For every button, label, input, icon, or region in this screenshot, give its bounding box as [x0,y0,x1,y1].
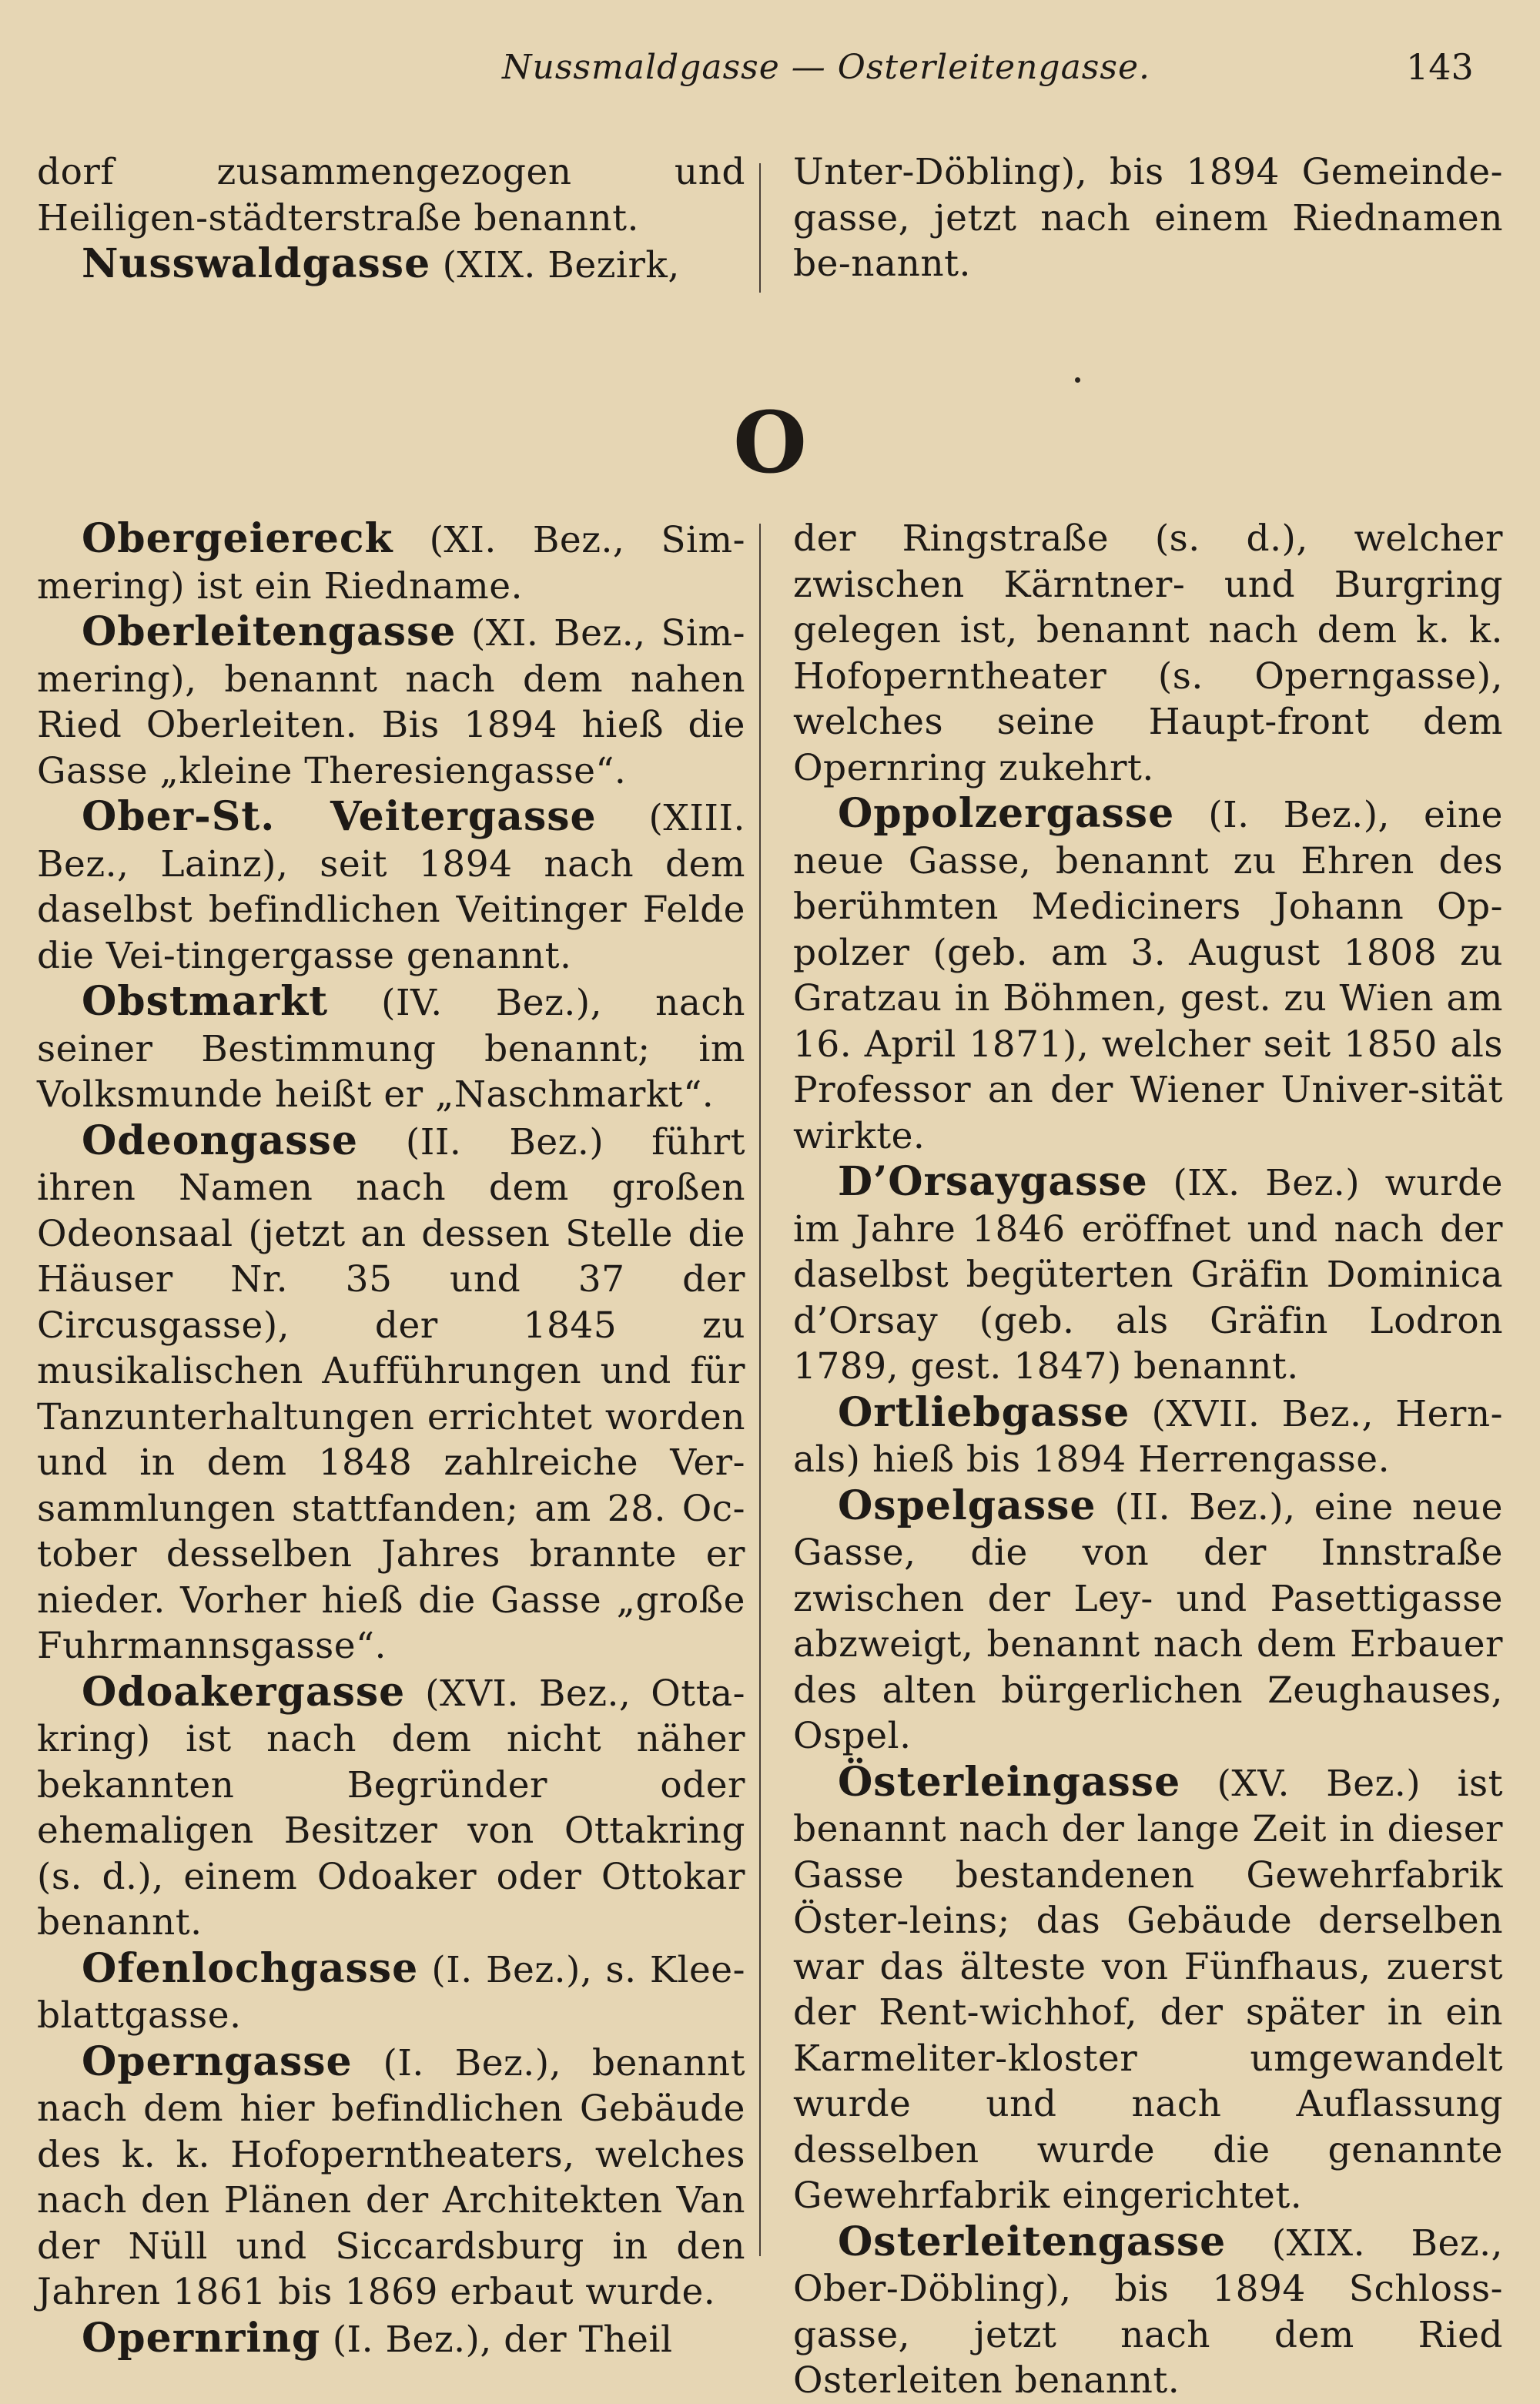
entry-headword: Nusswaldgasse [82,240,431,287]
entry-text: (IX. Bez.) wurde im Jahre 1846 eröffnet und nach der daselbst begüterten Gräfin Dominica d’Orsay (geb. als Gräfin Lodron 1789, gest. 1847) benannt. [793,1162,1503,1388]
entry-headword: Oppolzergasse [838,790,1175,837]
entry-text: (IV. Bez.), nach seiner Bestimmung benannt; im Volksmunde heißt er „Naschmarkt“. [37,982,745,1116]
entry [37,1118,745,1669]
entry [37,609,745,794]
page-number: 143 [1406,46,1474,88]
entry [793,2219,1503,2404]
entry-text: (XVI. Bez., Otta-kring) ist nach dem nicht näher bekannten Begründer oder ehemaligen Besitzer von Ottakring (s. d.), einem Odoaker oder Ottokar benannt. [37,1672,745,1944]
entry-text: (I. Bez.), der Theil [320,2318,673,2361]
entry [37,794,745,979]
entry [793,1159,1503,1390]
entry [37,1946,745,2039]
entry-text: (II. Bez.) führt ihren Namen nach dem großen Odeonsaal (jetzt an dessen Stelle die Häuser Nr. 35 und 37 der Circusgasse), der 1845 zu musikalischen Aufführungen und für Tanzunterhaltungen errichtet worden und in dem 1848 zahlreiche Ver-sammlungen stattfanden; am 28. Oc-tober desselben Jahres brannte er nieder. Vorher hieß die Gasse „große Fuhrmannsgasse“. [37,1120,745,1667]
entry-text: (II. Bez.), eine neue Gasse, die von der Innstraße zwischen der Ley- und Pasettigasse abzweigt, benannt nach dem Erbauer des alten bürgerlichen Zeughauses, Ospel. [793,1485,1503,1757]
entry [793,1390,1503,1483]
right-column [793,516,1503,2404]
continuation-text: Unter-Döbling), bis 1894 Gemeinde-gasse, jetzt nach einem Riednamen be-nannt. [793,151,1503,285]
left-column [37,516,745,2362]
entry [37,979,745,1118]
entry-headword: Osterleitengasse [838,2218,1227,2265]
running-head [0,48,1540,109]
section-letter: O [733,393,807,492]
entry [37,2039,745,2315]
entry-headword: Ofenlochgasse [82,1944,419,1992]
entry-text: (XV. Bez.) ist benannt nach der lange Zeit in dieser Gasse bestandenen Gewehrfabrik Öster-leins; das Gebäude derselben war das älteste von Fünfhaus, zuerst der Rent-wichhof, der später in ein Karmeliter-kloster umgewandelt wurde und nach Auflassung desselben wurde die genannte Gewehrfabrik eingerichtet. [793,1762,1503,2217]
entry-headword: D’Orsaygasse [838,1158,1148,1205]
entry [37,1669,745,1946]
column-divider [759,524,761,2256]
entry [37,516,745,609]
entry-text: (I. Bez.), eine neue Gasse, benannt zu Ehren des berühmten Mediciners Johann Op-polzer (geb. am 3. August 1808 zu Gratzau in Böhmen, gest. zu Wien am 16. April 1871), welcher seit 1850 als Professor an der Wiener Univer-sität wirkte. [793,794,1503,1157]
entry-text: (XI. Bez., Sim-mering) ist ein Riedname. [37,519,745,608]
entry-headword: Ober-St. Veitergasse [82,793,597,840]
entry-headword: Ospelgasse [838,1482,1096,1529]
entry-headword: Ortliebgasse [838,1388,1130,1436]
entry [793,1483,1503,1759]
entry-headword: Obstmarkt [82,978,329,1025]
entry-text: (XI. Bez., Sim-mering), benannt nach dem nahen Ried Oberleiten. Bis 1894 hieß die Gasse „kleine Theresiengasse“. [37,612,745,792]
entry-text: (XIX. Bezirk, [430,244,680,286]
top-left-column [37,149,745,289]
column-divider [759,163,761,293]
entry-headword: Österleingasse [838,1758,1181,1806]
continuation-text: der Ringstraße (s. d.), welcher zwischen Kärntner- und Burgring gelegen ist, benannt nach dem k. k. Hofoperntheater (s. Operngasse), welches seine Haupt-front dem Opernring zukehrt. [793,517,1503,789]
entry-headword: Operngasse [82,2037,353,2085]
entry-text: (I. Bez.), s. Klee-blattgasse. [37,1948,745,2037]
entry-headword: Odoakergasse [82,1668,406,1716]
entry [37,2315,745,2363]
entry-text: (XVII. Bez., Hern-als) hieß bis 1894 Herrengasse. [793,1392,1503,1481]
entry [793,1759,1503,2219]
entry-text: (XIX. Bez., Ober-Döbling), bis 1894 Schloss-gasse, jetzt nach dem Ried Osterleiten benannt. [793,2222,1503,2402]
top-right-column [793,149,1503,287]
entry [37,241,745,289]
entry-headword: Odeongasse [82,1117,358,1164]
entry-text: (XIII. Bez., Lainz), seit 1894 nach dem daselbst befindlichen Veitinger Felde die Vei-tingergasse genannt. [37,797,745,977]
entry-headword: Oberleitengasse [82,608,457,655]
entry-headword: Obergeiereck [82,515,393,562]
entry-headword: Opernring [82,2314,321,2362]
running-title: Nussmaldgasse — Osterleitengasse. [502,48,1150,87]
entry [793,791,1503,1159]
entry-text: (I. Bez.), benannt nach dem hier befindlichen Gebäude des k. k. Hofoperntheaters, welches nach den Plänen der Architekten Van der Nüll und Siccardsburg in den Jahren 1861 bis 1869 erbaut wurde. [37,2041,745,2313]
continuation-text: dorf zusammengezogen und Heiligen-städterstraße benannt. [37,151,745,239]
print-speck [1075,377,1080,383]
